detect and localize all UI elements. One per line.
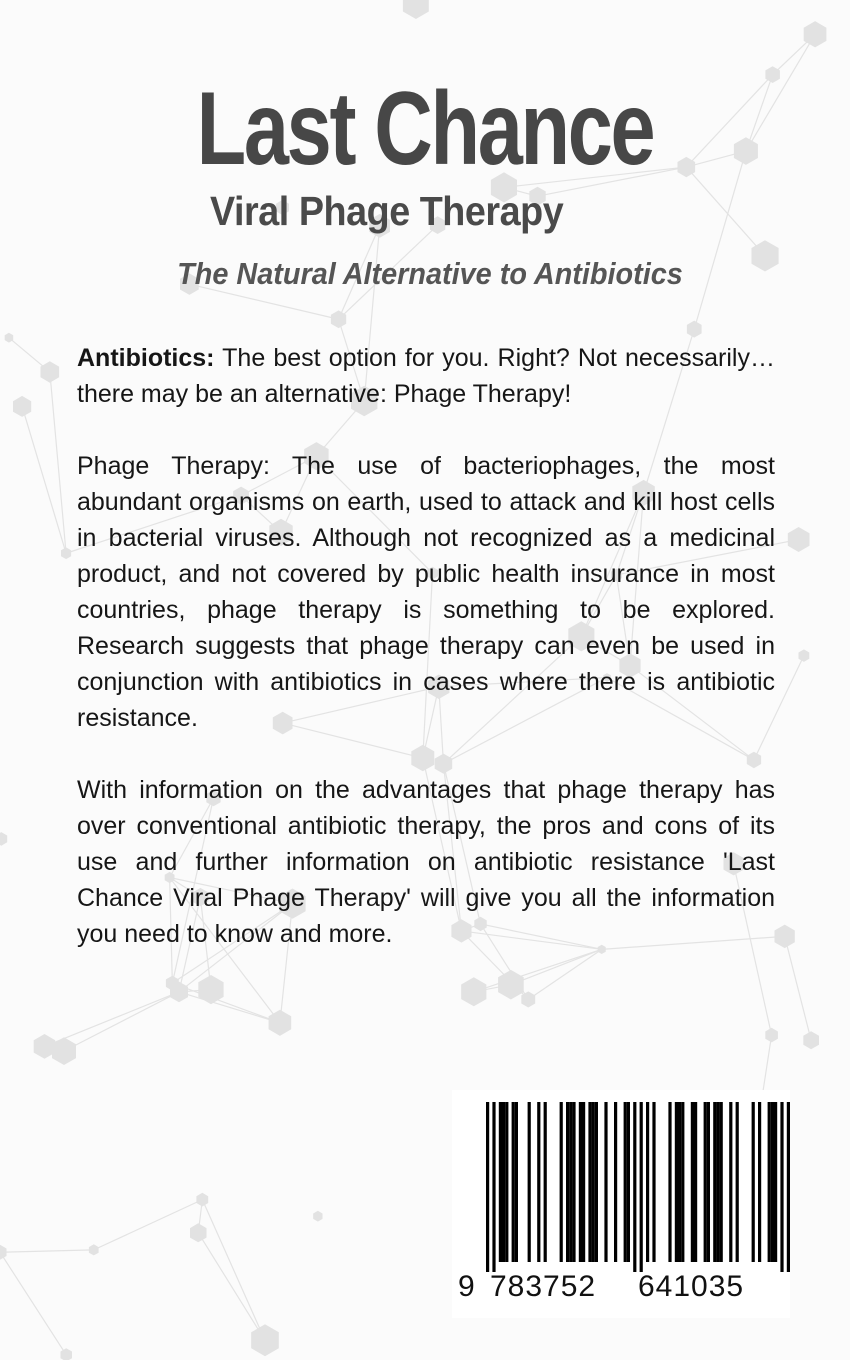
barcode-bar	[579, 1102, 582, 1262]
network-link	[179, 992, 280, 1023]
network-link	[64, 992, 179, 1051]
barcode-bar	[713, 1102, 716, 1262]
blurb-lead-label: Antibiotics:	[77, 344, 215, 372]
barcode-bar	[729, 1102, 732, 1262]
barcode-bar	[681, 1102, 684, 1262]
barcode-bar	[624, 1102, 627, 1262]
barcode-bar	[640, 1102, 643, 1272]
barcode-bar	[752, 1102, 755, 1262]
network-node	[0, 1245, 7, 1260]
network-link	[172, 983, 280, 1023]
network-node	[41, 361, 60, 383]
isbn-right-group: 641035	[638, 1270, 745, 1303]
network-link	[0, 1252, 66, 1355]
network-link	[198, 1233, 265, 1340]
network-link	[785, 936, 811, 1040]
barcode-bar	[720, 1102, 723, 1262]
barcode-bar	[604, 1102, 607, 1262]
barcode-bar	[758, 1102, 761, 1262]
barcode-bar	[675, 1102, 678, 1262]
network-node	[788, 527, 810, 552]
barcode-bar	[486, 1102, 489, 1272]
network-node	[61, 1348, 73, 1360]
book-subtitle: Viral Phage Therapy	[210, 188, 564, 234]
barcode-bar	[774, 1102, 777, 1262]
barcode-bar	[716, 1102, 719, 1262]
blurb	[77, 340, 775, 988]
blurb-paragraph-3: With information on the advantages that phage therapy has over conventional antibiotic therapy, the pros and cons of its use and further information on antibiotic resistance 'Last Chance Viral Phage Therapy' will give you all the information you need to know and more.	[77, 776, 775, 948]
barcode-bar	[627, 1102, 630, 1262]
network-node	[687, 321, 702, 338]
isbn-left-group: 783752	[490, 1270, 597, 1303]
barcode-bar	[678, 1102, 681, 1262]
barcode-bar	[595, 1102, 598, 1262]
barcode-bar	[505, 1102, 508, 1262]
network-node	[804, 21, 827, 47]
network-node	[269, 1010, 292, 1036]
book-tagline: The Natural Alternative to Antibiotics	[177, 256, 683, 291]
barcode-bar	[582, 1102, 585, 1262]
barcode-bar	[614, 1102, 617, 1262]
barcode-bar	[512, 1102, 515, 1262]
barcode-bar	[646, 1102, 649, 1262]
network-node	[313, 1211, 322, 1222]
isbn-number	[452, 1270, 790, 1310]
network-node	[803, 1031, 819, 1049]
barcode-bar	[515, 1102, 518, 1262]
barcode-bar	[633, 1102, 636, 1272]
network-link	[202, 1200, 265, 1341]
network-node	[13, 396, 31, 417]
barcode-bar	[492, 1102, 495, 1272]
book-title: Last Chance	[196, 71, 654, 187]
network-node	[251, 1324, 279, 1356]
network-node	[403, 0, 429, 19]
barcode-bar	[499, 1102, 502, 1262]
barcode-bar	[668, 1102, 671, 1262]
barcode-bar	[588, 1102, 591, 1262]
barcode-bar	[560, 1102, 563, 1262]
barcode-bar	[780, 1102, 783, 1272]
barcode-bar	[787, 1102, 790, 1272]
network-node	[331, 310, 346, 328]
barcode-bar	[768, 1102, 771, 1262]
network-node	[89, 1244, 99, 1255]
network-node	[196, 1193, 208, 1207]
network-node	[775, 925, 795, 949]
barcode-bar	[569, 1102, 572, 1262]
network-node	[61, 547, 71, 559]
barcode-bar	[592, 1102, 595, 1262]
network-link	[0, 1250, 94, 1252]
network-node	[5, 333, 14, 343]
isbn-lead-digit: 9	[458, 1270, 475, 1303]
barcode-bar	[572, 1102, 575, 1262]
isbn-barcode	[452, 1090, 790, 1318]
barcode-bar	[736, 1102, 739, 1262]
network-node	[799, 649, 810, 662]
barcode-bar	[691, 1102, 694, 1262]
blurb-paragraph-2: Phage Therapy: The use of bacteriophages, the most abundant organisms on earth, used to attack and kill host cells in bacterial viruses. Although not recognized as a medicinal product, and not covered by public health insurance in most countries, phage therapy is something to be explored. Research suggests that phage therapy can even be used in conjunction with antibiotics in cases where there is antibiotic resistance.	[77, 452, 775, 732]
network-link	[94, 1200, 203, 1250]
barcode-bars	[452, 1090, 790, 1275]
barcode-bar	[704, 1102, 707, 1262]
network-node	[0, 832, 7, 846]
barcode-bar	[707, 1102, 710, 1262]
barcode-bar	[502, 1102, 505, 1262]
blurb-paragraph-1	[77, 340, 775, 412]
barcode-bar	[528, 1102, 531, 1262]
barcode-bar	[652, 1102, 655, 1262]
barcode-bar	[771, 1102, 774, 1262]
network-node	[34, 1034, 56, 1059]
blurb-lead-text: The best option for you. Right? Not necessarily… there may be an alternative: Phage Therapy!	[77, 344, 775, 408]
barcode-bar	[694, 1102, 697, 1262]
network-node	[765, 1028, 778, 1043]
network-node	[190, 1223, 207, 1242]
barcode-bar	[566, 1102, 569, 1262]
barcode-bar	[544, 1102, 547, 1262]
barcode-bar	[537, 1102, 540, 1262]
